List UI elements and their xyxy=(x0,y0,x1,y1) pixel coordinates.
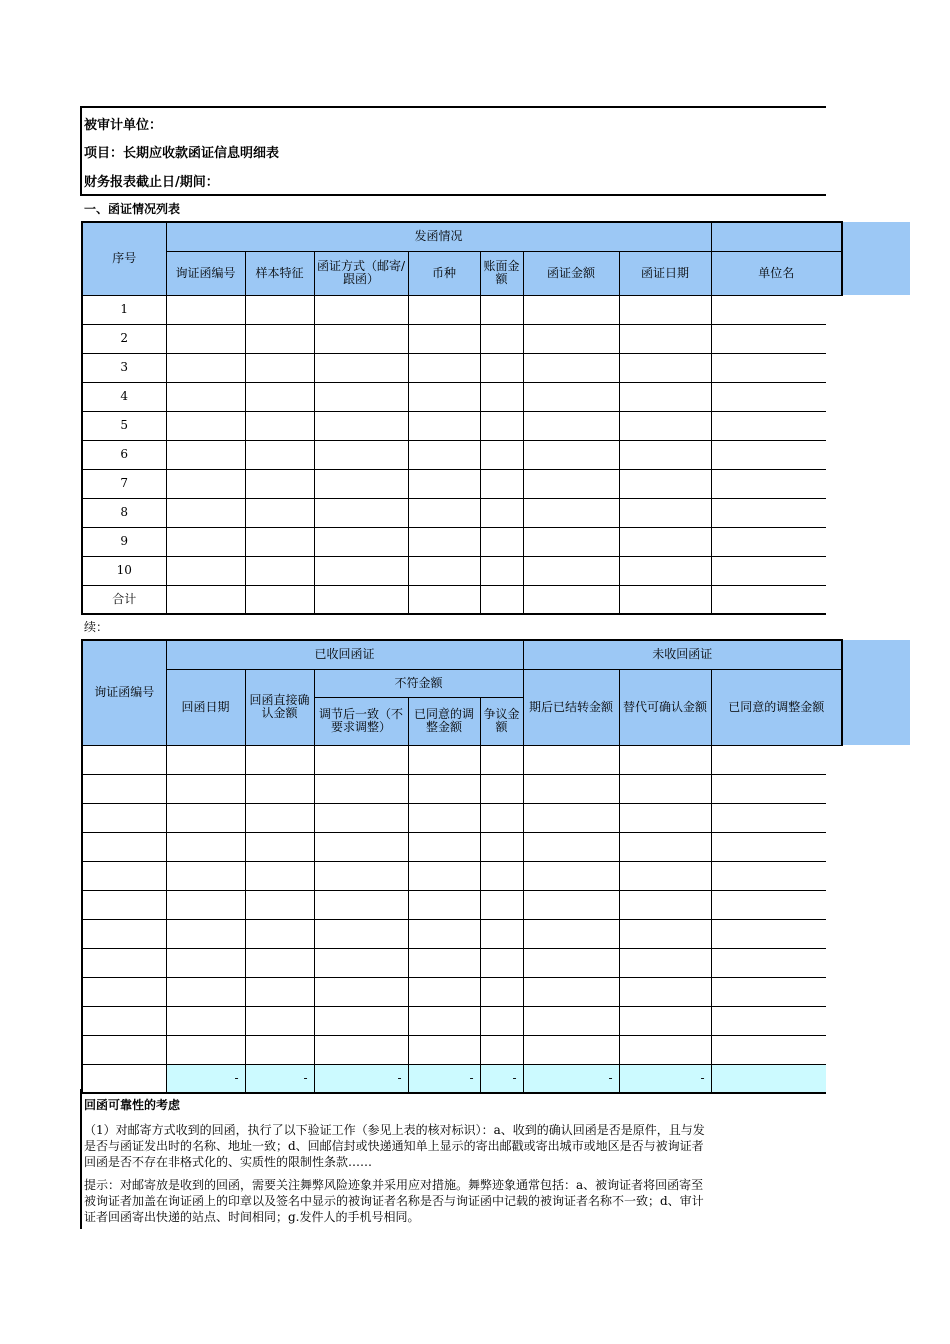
table-cell[interactable] xyxy=(523,803,619,832)
table-cell[interactable] xyxy=(314,1006,408,1035)
table-cell[interactable] xyxy=(166,832,245,861)
table-cell[interactable] xyxy=(480,585,523,614)
table-cell[interactable] xyxy=(314,919,408,948)
reliability-p1-line2: 是否与函证发出时的名称、地址一致；d、回邮信封或快递通知单上显示的寄出邮戳或寄出城市或地区是否与被询证者 xyxy=(84,1139,704,1153)
total-value-cell xyxy=(711,1064,842,1093)
table-cell[interactable] xyxy=(408,832,480,861)
table-cell[interactable] xyxy=(314,440,408,469)
table-cell[interactable] xyxy=(245,890,314,919)
table-cell[interactable] xyxy=(408,324,480,353)
table-cell[interactable] xyxy=(619,1035,711,1064)
table-row xyxy=(82,948,842,977)
table-row xyxy=(82,803,842,832)
reliability-p2-line2: 被询证者加盖在询证函上的印章以及签名中显示的被询证者名称是否与询证函中记载的被询证者名称不一致；d、审计 xyxy=(84,1194,704,1208)
table-cell[interactable] xyxy=(480,295,523,324)
table-cell[interactable] xyxy=(245,469,314,498)
table-cell[interactable] xyxy=(245,324,314,353)
col-currency: 币种 xyxy=(408,251,480,295)
table-cell[interactable] xyxy=(619,919,711,948)
table-cell[interactable] xyxy=(619,527,711,556)
row-seq-cell: 9 xyxy=(82,527,166,556)
table1 xyxy=(81,221,843,615)
table-cell[interactable] xyxy=(480,469,523,498)
table-cell[interactable] xyxy=(245,382,314,411)
table-row xyxy=(82,469,842,498)
total-value-cell: - xyxy=(523,1064,619,1093)
table-cell[interactable] xyxy=(314,469,408,498)
table-cell[interactable] xyxy=(408,948,480,977)
table-cell[interactable] xyxy=(408,745,480,774)
col-disputed: 争议金额 xyxy=(480,697,523,745)
table-cell[interactable] xyxy=(711,324,842,353)
table-cell[interactable] xyxy=(245,861,314,890)
table-row xyxy=(82,1006,842,1035)
table-cell[interactable] xyxy=(480,977,523,1006)
table-cell[interactable] xyxy=(480,411,523,440)
table-cell[interactable] xyxy=(711,469,842,498)
table-cell[interactable] xyxy=(408,382,480,411)
table-cell[interactable] xyxy=(711,353,842,382)
row-seq-cell: 8 xyxy=(82,498,166,527)
table-cell[interactable] xyxy=(408,861,480,890)
table-cell[interactable] xyxy=(408,440,480,469)
table-cell[interactable] xyxy=(245,440,314,469)
reliability-title: 回函可靠性的考虑 xyxy=(84,1098,181,1112)
table-cell[interactable] xyxy=(711,1006,842,1035)
table-row xyxy=(82,745,842,774)
table-cell[interactable] xyxy=(166,324,245,353)
col-alternative-confirm: 替代可确认金额 xyxy=(619,669,711,745)
table-cell[interactable] xyxy=(245,295,314,324)
table-cell[interactable] xyxy=(82,890,166,919)
table-cell[interactable] xyxy=(523,861,619,890)
reliability-p2-line3: 证者回函寄出快递的站点、时间相同；g.发件人的手机号相同。 xyxy=(84,1210,420,1224)
table-row xyxy=(82,919,842,948)
table-cell[interactable] xyxy=(82,745,166,774)
total-value-cell: - xyxy=(408,1064,480,1093)
table-cell[interactable] xyxy=(408,803,480,832)
table-cell[interactable] xyxy=(711,382,842,411)
table-cell[interactable] xyxy=(314,948,408,977)
total-row xyxy=(82,1064,842,1093)
col-confirm-date: 函证日期 xyxy=(619,251,711,295)
table-cell[interactable] xyxy=(82,948,166,977)
col-adjusted-consistent: 调节后一致（不要求调整） xyxy=(314,697,408,745)
table-cell[interactable] xyxy=(245,803,314,832)
table-cell[interactable] xyxy=(523,295,619,324)
table-cell[interactable] xyxy=(619,353,711,382)
table-cell[interactable] xyxy=(166,977,245,1006)
table-row xyxy=(82,353,842,382)
table-cell[interactable] xyxy=(619,832,711,861)
table-cell[interactable] xyxy=(480,1006,523,1035)
audited-unit-label: 被审计单位： xyxy=(84,118,163,133)
table-cell[interactable] xyxy=(711,585,842,614)
table-cell[interactable] xyxy=(408,556,480,585)
table-cell[interactable] xyxy=(711,948,842,977)
table-cell[interactable] xyxy=(314,861,408,890)
table-cell[interactable] xyxy=(619,440,711,469)
table-cell[interactable] xyxy=(619,469,711,498)
table-cell[interactable] xyxy=(314,774,408,803)
table-cell[interactable] xyxy=(82,1006,166,1035)
table-cell[interactable] xyxy=(82,861,166,890)
total-value-cell: - xyxy=(166,1064,245,1093)
table-cell[interactable] xyxy=(166,890,245,919)
table-cell[interactable] xyxy=(314,382,408,411)
table-cell[interactable] xyxy=(245,948,314,977)
col-book-amount: 账面金额 xyxy=(480,251,523,295)
table-cell[interactable] xyxy=(480,774,523,803)
reliability-p2-line1: 提示：对邮寄放是收到的回函，需要关注舞弊风险迹象并采用应对措施。舞弊迹象通常包括：a、被询证者将回函寄至 xyxy=(84,1178,704,1192)
table-cell[interactable] xyxy=(245,977,314,1006)
table-cell[interactable] xyxy=(480,527,523,556)
table-cell[interactable] xyxy=(523,1035,619,1064)
table-cell[interactable] xyxy=(314,411,408,440)
table-cell[interactable] xyxy=(711,919,842,948)
table-cell[interactable] xyxy=(523,1006,619,1035)
table-cell[interactable] xyxy=(480,556,523,585)
row-seq-cell: 5 xyxy=(82,411,166,440)
table-cell[interactable] xyxy=(245,1006,314,1035)
table-row xyxy=(82,440,842,469)
table-cell[interactable] xyxy=(245,527,314,556)
table-cell[interactable] xyxy=(166,527,245,556)
table-cell[interactable] xyxy=(166,498,245,527)
table-cell[interactable] xyxy=(408,977,480,1006)
table-cell[interactable] xyxy=(245,498,314,527)
table-cell[interactable] xyxy=(408,353,480,382)
table-cell[interactable] xyxy=(711,890,842,919)
table-cell[interactable] xyxy=(480,1035,523,1064)
table-cell[interactable] xyxy=(245,745,314,774)
table-cell[interactable] xyxy=(314,977,408,1006)
table-cell[interactable] xyxy=(523,919,619,948)
row-seq-cell: 10 xyxy=(82,556,166,585)
table-cell[interactable] xyxy=(480,382,523,411)
table-cell[interactable] xyxy=(711,832,842,861)
table-cell[interactable] xyxy=(523,948,619,977)
table-cell[interactable] xyxy=(245,1035,314,1064)
table-cell[interactable] xyxy=(711,803,842,832)
table-cell[interactable] xyxy=(408,295,480,324)
table-cell[interactable] xyxy=(166,556,245,585)
page-crop-mask xyxy=(826,296,950,639)
table-cell[interactable] xyxy=(314,556,408,585)
table-cell[interactable] xyxy=(523,527,619,556)
table-row xyxy=(82,382,842,411)
table-cell[interactable] xyxy=(408,1035,480,1064)
table-cell[interactable] xyxy=(245,919,314,948)
page-crop-mask xyxy=(826,0,950,220)
col-seq-header: 序号 xyxy=(82,222,166,295)
table-cell[interactable] xyxy=(314,324,408,353)
col-agreed-adjust: 已同意的调整金额 xyxy=(408,697,480,745)
table-cell[interactable] xyxy=(314,585,408,614)
table-cell[interactable] xyxy=(480,803,523,832)
total-value-cell: - xyxy=(314,1064,408,1093)
table-cell[interactable] xyxy=(523,745,619,774)
table-cell[interactable] xyxy=(619,498,711,527)
table-cell[interactable] xyxy=(166,295,245,324)
table-cell[interactable] xyxy=(619,585,711,614)
table-cell[interactable] xyxy=(523,440,619,469)
col-method: 函证方式（邮寄/跟函） xyxy=(314,251,408,295)
table-row xyxy=(82,861,842,890)
table-cell[interactable] xyxy=(82,1035,166,1064)
table-row xyxy=(82,498,842,527)
table-cell[interactable] xyxy=(166,861,245,890)
table-cell[interactable] xyxy=(82,977,166,1006)
section1-title: 一、函证情况列表 xyxy=(84,202,181,216)
table-cell[interactable] xyxy=(166,440,245,469)
table-cell[interactable] xyxy=(711,527,842,556)
table-cell[interactable] xyxy=(711,774,842,803)
table-cell[interactable] xyxy=(82,1064,166,1093)
col-unit-name: 单位名 xyxy=(711,251,842,295)
table-cell[interactable] xyxy=(408,469,480,498)
col-letter-no: 询证函编号 xyxy=(166,251,245,295)
table-cell[interactable] xyxy=(523,774,619,803)
table-cell[interactable] xyxy=(314,498,408,527)
table-cell[interactable] xyxy=(314,803,408,832)
table-cell[interactable] xyxy=(245,556,314,585)
table-cell[interactable] xyxy=(523,832,619,861)
table-cell[interactable] xyxy=(166,353,245,382)
table-cell[interactable] xyxy=(408,498,480,527)
table-cell[interactable] xyxy=(314,527,408,556)
reliability-p1-line3: 回函是否不存在非格式化的、实质性的限制性条款…… xyxy=(84,1155,373,1169)
table-cell[interactable] xyxy=(82,774,166,803)
table-cell[interactable] xyxy=(314,353,408,382)
table-cell[interactable] xyxy=(408,919,480,948)
table-cell[interactable] xyxy=(408,527,480,556)
table-cell[interactable] xyxy=(480,832,523,861)
table-cell[interactable] xyxy=(314,832,408,861)
row-seq-cell: 7 xyxy=(82,469,166,498)
table-row xyxy=(82,527,842,556)
col-agreed-adjust-unreceived: 已同意的调整金额 xyxy=(711,669,842,745)
table-cell[interactable] xyxy=(245,774,314,803)
table-cell[interactable] xyxy=(480,745,523,774)
table-cell[interactable] xyxy=(166,1006,245,1035)
table-cell[interactable] xyxy=(408,774,480,803)
table-cell[interactable] xyxy=(480,353,523,382)
table-cell[interactable] xyxy=(619,745,711,774)
table-cell[interactable] xyxy=(166,803,245,832)
table-cell[interactable] xyxy=(711,977,842,1006)
table-cell[interactable] xyxy=(619,890,711,919)
table-cell[interactable] xyxy=(314,295,408,324)
col-direct-confirm: 回函直接确认金额 xyxy=(245,669,314,745)
total-value-cell: - xyxy=(245,1064,314,1093)
table-cell[interactable] xyxy=(166,948,245,977)
table-cell[interactable] xyxy=(711,411,842,440)
table-cell[interactable] xyxy=(480,861,523,890)
row-seq-cell: 6 xyxy=(82,440,166,469)
table-cell[interactable] xyxy=(711,295,842,324)
table-cell[interactable] xyxy=(619,803,711,832)
row-seq-cell: 4 xyxy=(82,382,166,411)
table-cell[interactable] xyxy=(711,861,842,890)
table-cell[interactable] xyxy=(408,411,480,440)
table-row xyxy=(82,1035,842,1064)
table-cell[interactable] xyxy=(619,556,711,585)
table-cell[interactable] xyxy=(523,469,619,498)
continued-label: 续： xyxy=(84,620,109,634)
table-cell[interactable] xyxy=(523,353,619,382)
table-cell[interactable] xyxy=(166,745,245,774)
table-cell[interactable] xyxy=(245,832,314,861)
group-sent-header: 发函情况 xyxy=(166,222,711,251)
table2 xyxy=(81,639,843,1094)
table-cell[interactable] xyxy=(523,382,619,411)
total-value-cell: - xyxy=(480,1064,523,1093)
row-seq-cell: 1 xyxy=(82,295,166,324)
table-cell[interactable] xyxy=(82,803,166,832)
table-cell[interactable] xyxy=(619,977,711,1006)
total-value-cell: - xyxy=(619,1064,711,1093)
col-letter-id-header: 询证函编号 xyxy=(82,640,166,745)
table-cell[interactable] xyxy=(480,498,523,527)
total-row xyxy=(82,585,842,614)
table-cell[interactable] xyxy=(166,585,245,614)
table-cell[interactable] xyxy=(408,585,480,614)
table-row xyxy=(82,977,842,1006)
table-cell[interactable] xyxy=(619,324,711,353)
col-reply-date: 回函日期 xyxy=(166,669,245,745)
table-cell[interactable] xyxy=(523,977,619,1006)
row-seq-cell: 2 xyxy=(82,324,166,353)
col-subsequent-settled: 期后已结转金额 xyxy=(523,669,619,745)
table-cell[interactable] xyxy=(166,1035,245,1064)
table-cell[interactable] xyxy=(711,556,842,585)
table-cell[interactable] xyxy=(480,890,523,919)
table-cell[interactable] xyxy=(523,585,619,614)
table-cell[interactable] xyxy=(82,919,166,948)
table-cell[interactable] xyxy=(314,745,408,774)
period-label: 财务报表截止日/期间： xyxy=(84,175,219,190)
table-cell[interactable] xyxy=(711,1035,842,1064)
table-cell[interactable] xyxy=(166,774,245,803)
table-cell[interactable] xyxy=(619,774,711,803)
table-cell[interactable] xyxy=(408,1006,480,1035)
table-cell[interactable] xyxy=(711,745,842,774)
table-row xyxy=(82,832,842,861)
table-cell[interactable] xyxy=(314,890,408,919)
table-cell[interactable] xyxy=(408,890,480,919)
group-not-received-header: 未收回函证 xyxy=(523,640,842,669)
project-title: 项目：长期应收款函证信息明细表 xyxy=(84,146,280,161)
header-blank xyxy=(711,222,842,251)
table-cell[interactable] xyxy=(245,585,314,614)
table-cell[interactable] xyxy=(245,411,314,440)
table-row xyxy=(82,890,842,919)
table-cell[interactable] xyxy=(480,919,523,948)
table-cell[interactable] xyxy=(619,411,711,440)
table-cell[interactable] xyxy=(523,498,619,527)
table-row xyxy=(82,324,842,353)
total-label-cell: 合计 xyxy=(82,585,166,614)
table-cell[interactable] xyxy=(711,440,842,469)
reliability-p1-line1: （1）对邮寄方式收到的回函，执行了以下验证工作（参见上表的核对标识）：a、收到的确认回函是否是原件，且与发 xyxy=(84,1123,705,1137)
table-cell[interactable] xyxy=(619,295,711,324)
table-row xyxy=(82,774,842,803)
table-cell[interactable] xyxy=(523,324,619,353)
table-cell[interactable] xyxy=(480,440,523,469)
group-mismatch-header: 不符金额 xyxy=(314,669,523,697)
table-cell[interactable] xyxy=(480,948,523,977)
table-cell[interactable] xyxy=(166,469,245,498)
table-cell[interactable] xyxy=(245,353,314,382)
group-received-header: 已收回函证 xyxy=(166,640,523,669)
table-cell[interactable] xyxy=(619,948,711,977)
table-cell[interactable] xyxy=(166,382,245,411)
table-row xyxy=(82,411,842,440)
table-cell[interactable] xyxy=(166,411,245,440)
table-cell[interactable] xyxy=(166,919,245,948)
table-cell[interactable] xyxy=(711,498,842,527)
table-cell[interactable] xyxy=(82,832,166,861)
col-confirm-amount: 函证金额 xyxy=(523,251,619,295)
table-cell[interactable] xyxy=(523,411,619,440)
table-cell[interactable] xyxy=(314,1035,408,1064)
notes-left-border xyxy=(80,1089,82,1229)
col-sample-feature: 样本特征 xyxy=(245,251,314,295)
table-row xyxy=(82,556,842,585)
table-cell[interactable] xyxy=(619,1006,711,1035)
table-cell[interactable] xyxy=(480,324,523,353)
page-crop-mask xyxy=(826,746,950,1344)
table-row xyxy=(82,295,842,324)
table-cell[interactable] xyxy=(619,382,711,411)
row-seq-cell: 3 xyxy=(82,353,166,382)
table-cell[interactable] xyxy=(523,556,619,585)
table-cell[interactable] xyxy=(523,890,619,919)
table-cell[interactable] xyxy=(619,861,711,890)
